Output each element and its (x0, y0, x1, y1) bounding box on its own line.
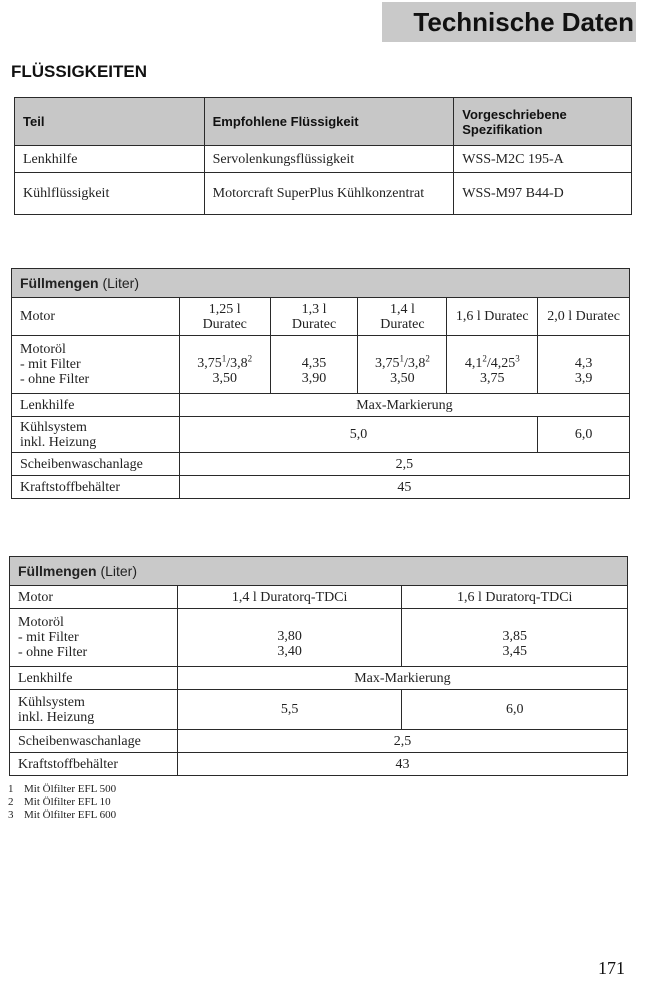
engine-header: 2,0 l Duratec (538, 298, 630, 336)
row-label: Kraftstoffbehälter (10, 753, 178, 776)
row-label: Lenkhilfe (12, 394, 180, 417)
table-header-row (15, 98, 632, 146)
footnote: 2 Mit Ölfilter EFL 10 (8, 796, 111, 808)
table-cell: Kühlflüssigkeit (15, 173, 205, 215)
row-label-line: Motoröl (20, 342, 66, 357)
steering-value: Max-Markierung (177, 667, 627, 690)
table-banner-row (12, 269, 630, 298)
oil-without-filter: 3,50 (212, 370, 237, 386)
oil-with-filter: $4,1^2/4,25^3$ (464, 352, 520, 371)
oil-with-filter: $3,75^1/3,8^2$ (374, 352, 430, 371)
row-label: Motor (10, 586, 178, 609)
table-row (10, 690, 628, 730)
row-label (10, 609, 178, 667)
row-label-line: - mit Filter (18, 630, 79, 645)
table-row (12, 298, 630, 336)
table-row (10, 667, 628, 690)
fluids-table (14, 97, 632, 215)
row-label (10, 690, 178, 730)
row-label-line: Motoröl (18, 615, 64, 630)
oil-with-filter: 3,85 (502, 628, 527, 644)
steering-value: Max-Markierung (179, 394, 629, 417)
row-label-line: Kühlsystem (18, 694, 85, 710)
engine-header: 1,4 l Duratec (358, 298, 447, 336)
row-label-line: - ohne Filter (18, 645, 88, 660)
row-label-line: - ohne Filter (20, 372, 90, 387)
oil-without-filter: 3,9 (574, 370, 593, 386)
table-row (10, 609, 628, 667)
row-label: Motor (12, 298, 180, 336)
row-label (12, 336, 180, 394)
washer-value: 2,5 (177, 730, 627, 753)
table-row (15, 146, 632, 173)
oil-without-filter: 3,75 (480, 370, 505, 386)
footnote: 3 Mit Ölfilter EFL 600 (8, 809, 117, 821)
section-title: FLÜSSIGKEITEN (11, 62, 148, 81)
row-label-line: inkl. Heizung (18, 709, 95, 725)
table-header-cell: Empfohlene Flüssigkeit (204, 98, 454, 146)
cooling-value: 6,0 (402, 690, 628, 730)
oil-cell (538, 336, 630, 394)
table-banner-row (10, 557, 628, 586)
oil-cell (179, 336, 270, 394)
oil-cell (358, 336, 447, 394)
cooling-value: 6,0 (538, 417, 630, 453)
table-row (12, 394, 630, 417)
oil-with-filter: 3,80 (277, 628, 302, 644)
row-label: Kraftstoffbehälter (12, 476, 180, 499)
row-label-line: inkl. Heizung (20, 434, 97, 450)
oil-cell (447, 336, 538, 394)
engine-header: 1,4 l Duratorq-TDCi (177, 586, 402, 609)
page-header-title: Technische Daten (413, 7, 634, 37)
engine-header: 1,25 l Duratec (179, 298, 270, 336)
oil-cell (402, 609, 628, 667)
table-cell: Motorcraft SuperPlus Kühlkonzentrat (204, 173, 454, 215)
engine-header: 1,3 l Duratec (270, 298, 358, 336)
oil-with-filter: $3,75^1/3,8^2$ (197, 352, 253, 371)
footnotes (8, 783, 116, 822)
fuel-value: 43 (177, 753, 627, 776)
oil-without-filter: 3,45 (502, 643, 527, 659)
table-row (10, 586, 628, 609)
row-label: Scheibenwaschanlage (10, 730, 178, 753)
engine-header: 1,6 l Duratorq-TDCi (402, 586, 628, 609)
table-cell: Servolenkungsflüssigkeit (204, 146, 454, 173)
washer-value: 2,5 (179, 453, 629, 476)
oil-without-filter: 3,90 (301, 370, 327, 386)
oil-cell (270, 336, 358, 394)
capacities-petrol-table (11, 268, 630, 499)
table-row (15, 173, 632, 215)
page-number: 171 (598, 958, 625, 978)
cooling-value: 5,0 (179, 417, 537, 453)
table-row (12, 417, 630, 453)
oil-with-filter: 4,35 (301, 355, 327, 371)
row-label-line: Kühlsystem (20, 419, 87, 435)
table-cell: Lenkhilfe (15, 146, 205, 173)
table-row (12, 453, 630, 476)
table-header-cell: Vorgeschriebene Spezifikation (454, 98, 632, 146)
oil-with-filter: 4,3 (574, 355, 593, 371)
row-label (12, 417, 180, 453)
capacities-diesel-table (9, 556, 628, 776)
table-row (12, 476, 630, 499)
table-banner: Füllmengen (Liter) (12, 269, 630, 298)
fuel-value: 45 (179, 476, 629, 499)
table-row (10, 753, 628, 776)
table-cell: WSS-M97 B44-D (454, 173, 632, 215)
table-banner: Füllmengen (Liter) (10, 557, 628, 586)
oil-without-filter: 3,50 (390, 370, 415, 386)
table-row (12, 336, 630, 394)
oil-cell (177, 609, 402, 667)
oil-without-filter: 3,40 (277, 643, 302, 659)
footnote: 1 Mit Ölfilter EFL 500 (8, 783, 117, 795)
cooling-value: 5,5 (177, 690, 402, 730)
table-cell: WSS-M2C 195-A (454, 146, 632, 173)
row-label: Scheibenwaschanlage (12, 453, 180, 476)
engine-header: 1,6 l Duratec (447, 298, 538, 336)
row-label: Lenkhilfe (10, 667, 178, 690)
table-row (10, 730, 628, 753)
table-header-cell: Teil (15, 98, 205, 146)
row-label-line: - mit Filter (20, 357, 81, 372)
